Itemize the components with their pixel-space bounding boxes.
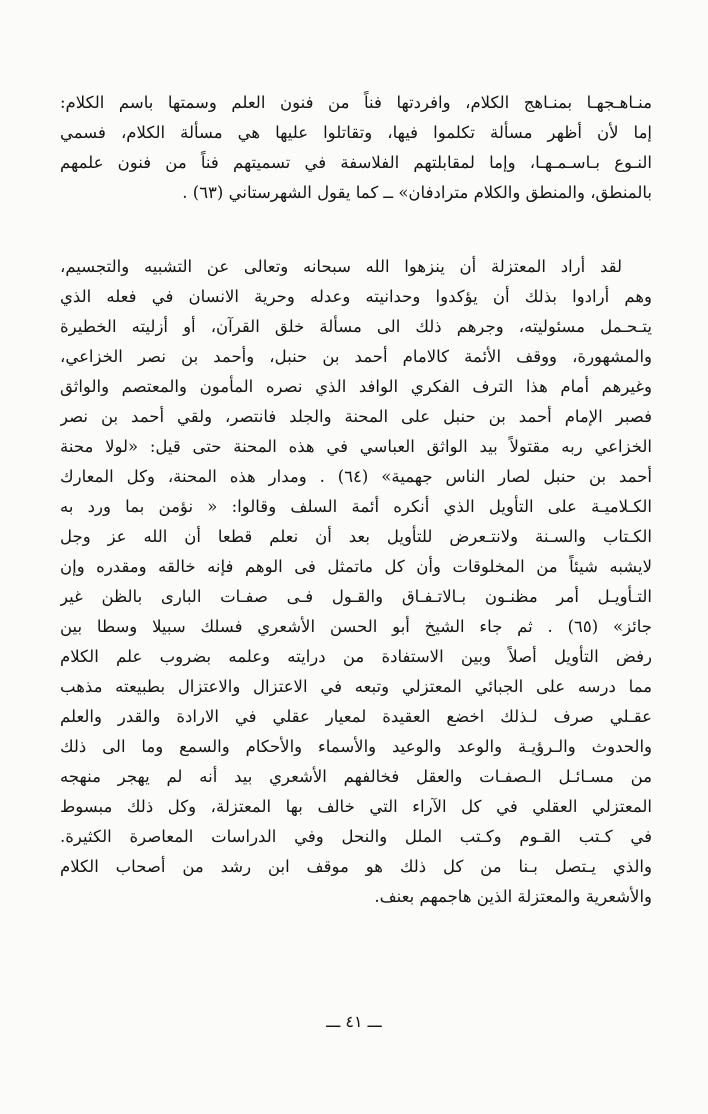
text-line: الخزاعي ربه مقتولاً بيد الواثق العباسي في هذه المحنة حتى قيل: «لولا محنة	[60, 437, 652, 456]
text-line: يتـحـمل مسئوليته، وجرهم ذلك الى مسألة خلق القرآن، أو أزليته الخطيرة	[60, 317, 652, 336]
text-line: الكـتاب والسـنة ولانتـعرض للتأويل بعد أن نعلم قطعا أن الله عز وجل	[60, 527, 652, 546]
text-line: والأشعرية والمعتزلة الذين هاجمهم بعنف.	[374, 887, 652, 906]
text-line: النـوع بـاسـمـهـا، وإما لمقابلتهم الفلاسفة في تسميتهم فناً من فنون علمهم	[60, 153, 652, 172]
text-line: والحدوث والـرؤيـة والوعد والوعيد والأسماء والأحكام والسمع وما الى ذلك	[60, 737, 652, 756]
text-line: منـاهـجهـا بمنـاهج الكلام، وافردتها فناً من فنون العلم وسمتها باسم الكلام:	[60, 93, 652, 112]
text-line: لقد أراد المعتزلة أن ينزهوا الله سبحانه وتعالى عن التشبيه والتجسيم،	[60, 257, 622, 276]
text-line: أحمد بن حنبل لصار الناس جهمية» (٦٤) . ومدار هذه المحنة، وكل المعارك	[60, 467, 652, 486]
text-line: من مسـائـل الـصفـات والعقل فخالفهم الأشعري بيد أنه لم يهجر منهجه	[60, 767, 652, 786]
text-line: وغيرهم أمام هذا الترف الفكري الوافد الذي نصره المأمون والمعتصم والواثق	[60, 377, 652, 396]
paragraph-1	[60, 88, 652, 208]
text-line: بالمنطق، والمنطق والكلام مترادفان» ــ كما يقول الشهرستاني (٦٣) .	[182, 183, 652, 202]
paragraph-2	[60, 252, 652, 912]
text-line: والمشهورة، ووقف الأئمة كالامام أحمد بن حنبل، وأحمد بن نصر الخزاعي،	[60, 347, 652, 366]
page-number: ـــ ٤١ ـــ	[326, 1012, 382, 1031]
text-line: المعتزلي العقلي في كل الآراء التي خالف بها المعتزلة، وكل ذلك مبسوط	[60, 797, 652, 816]
text-line: مما درسه على الجبائي المعتزلي وتبعه في الاعتزال والاعتزال بطبيعته مذهب	[60, 677, 652, 696]
text-line: الكـلاميـة على التأويل الذي أنكره أئمة السلف وقالوا: « نؤمن بما ورد به	[60, 497, 652, 516]
text-line: والذي يـتصل بـنا من كل ذلك هو موقف ابن رشد من أصحاب الكلام	[60, 857, 652, 876]
text-line: إما لأن أظهر مسألة تكلموا فيها، وتقاتلوا عليها هي مسألة الكلام، فسمي	[60, 123, 652, 142]
text-line: لايشبه شيئاً من المخلوقات وأن كل ماتمثل فى الوهم فإنه خالقه ومقدره وإن	[60, 557, 652, 576]
text-line: التـأويـل أمر مظنـون بـالاتـفـاق والقـول فـى صفـات البارى بالظن غير	[60, 587, 652, 606]
text-line: في كـتب القـوم وكـتب الملل والنحل وفي الدراسات المعاصرة الكثيرة.	[60, 827, 652, 846]
text-line: رفض التأويل أصلاً وبين الاستفادة من درايته وعلمه بضروب علم الكلام	[60, 647, 652, 666]
text-line: وهم أرادوا بذلك أن يؤكدوا وحدانيته وعدله وحرية الانسان في فعله الذي	[60, 287, 652, 306]
text-line: عقـلي صرف لـذلك اخضع العقيدة لمعيار عقلي في الارادة والقدر والعلم	[60, 707, 652, 726]
text-line: جائز» (٦٥) . ثم جاء الشيخ أبو الحسن الأشعري فسلك سبيلا وسطا بين	[60, 617, 652, 636]
text-line: فصبر الإمام أحمد بن حنبل على المحنة والجلد فانتصر، ولقي أحمد بن نصر	[60, 407, 652, 426]
